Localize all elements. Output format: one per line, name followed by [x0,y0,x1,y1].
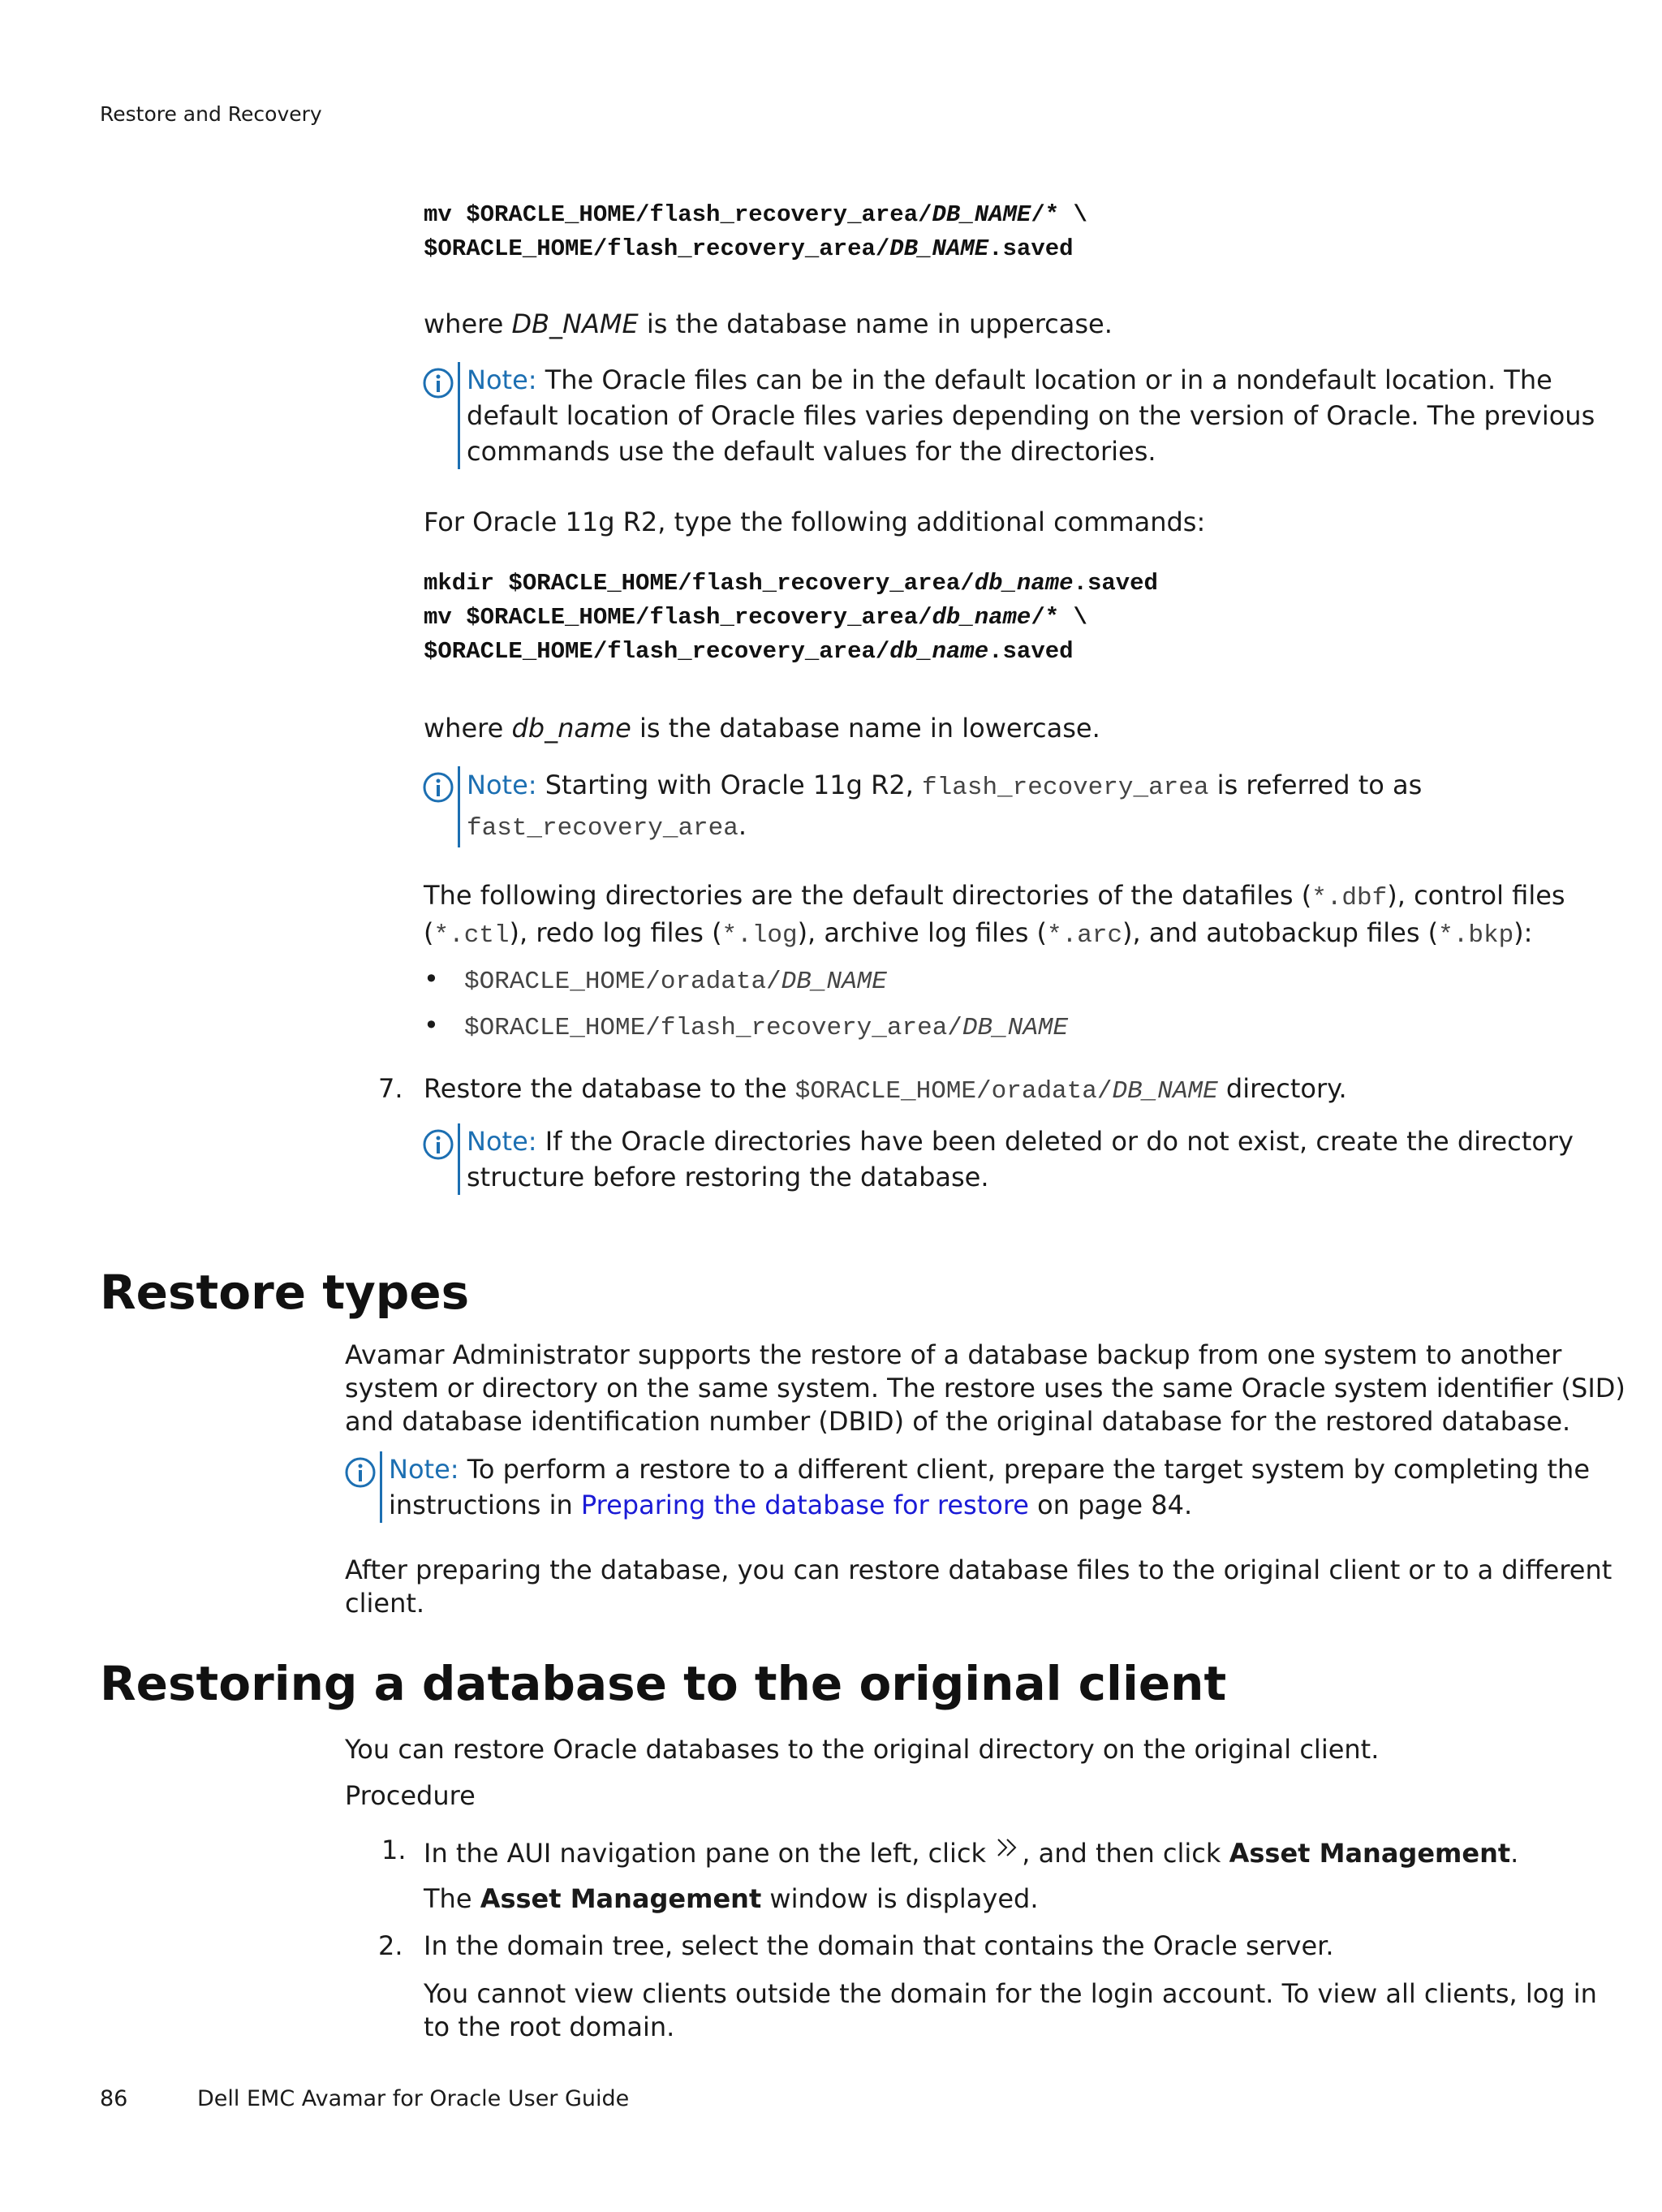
footer-title: Dell EMC Avamar for Oracle User Guide [197,2086,630,2111]
mono-text: *.arc [1047,921,1123,950]
text: ), archive log files ( [797,917,1048,948]
note-text: Starting with Oracle 11g R2, [536,770,923,800]
text-line: to the root domain. [424,2011,675,2042]
step-number: 1. [381,1835,407,1865]
text: In the AUI navigation pane on the left, click [424,1838,995,1869]
text-line: system or directory on the same system. The restore uses the same Oracle system identifier (SID) [345,1373,1625,1404]
code-var: DB_NAME [889,235,989,262]
code-text: .saved [988,235,1074,262]
var-text: db_name [511,713,631,744]
text-line: After preparing the database, you can restore database files to the original client or to a different [345,1554,1612,1585]
asset-management-label: Asset Management [480,1883,762,1914]
restore-types-paragraph [345,1339,1625,1438]
text: ), control files [1387,880,1565,911]
note-label: Note: [389,1454,459,1485]
mono-text: *.log [721,921,798,950]
code-block-11g [424,567,1158,669]
code-text: $ORACLE_HOME/flash_recovery_area/ [424,638,890,665]
text: The [424,1883,480,1914]
note-label: Note: [467,364,537,395]
code-line [424,232,1087,266]
text: ): [1513,917,1533,948]
code-var: db_name [974,570,1074,597]
note-text: structure before restoring the database. [467,1162,989,1192]
note-label: Note: [467,1126,537,1157]
step-number: 2. [378,1930,403,1961]
list-item [424,1008,1068,1046]
step-1-result [424,1882,1039,1917]
where-uppercase-text [424,307,1113,342]
procedure-heading: Procedure [345,1780,476,1811]
note-default-location [422,362,1595,469]
note-mono: fast_recovery_area [467,814,738,843]
note-text: default location of Oracle files varies depending on the version of Oracle. The previous [467,400,1595,431]
bullet-dot: • [424,964,439,994]
code-text: /* \ [1031,604,1087,631]
text: is the database name in lowercase. [631,713,1100,744]
note-text: . [738,810,747,841]
oracle-11g-intro: For Oracle 11g R2, type the following additional commands: [424,507,1206,537]
mono-var: DB_NAME [781,968,887,996]
note-text: To perform a restore to a different client, prepare the target system by completing the [459,1454,1590,1485]
text-line: and database identification number (DBID) of the original database for the restored database. [345,1406,1571,1437]
after-preparing-paragraph [345,1554,1612,1620]
asset-management-label: Asset Management [1229,1838,1511,1869]
restoring-intro: You can restore Oracle databases to the original directory on the original client. [345,1734,1380,1765]
code-block-move-uppercase [424,198,1087,266]
step-number: 7. [378,1073,403,1104]
section-heading-restore-types: Restore types [100,1265,470,1320]
text: where [424,308,512,339]
code-text: mv $ORACLE_HOME/flash_recovery_area/ [424,201,932,228]
where-lowercase-text [424,711,1100,746]
note-text: commands use the default values for the directories. [467,436,1156,467]
mono-text: $ORACLE_HOME/oradata/ [794,1077,1113,1106]
step-2-detail [424,1977,1597,2044]
code-line [424,601,1158,635]
code-text: mkdir $ORACLE_HOME/flash_recovery_area/ [424,570,975,597]
info-circle-icon [422,1128,454,1161]
note-text: on page 84. [1028,1490,1193,1520]
text: , and then click [1022,1838,1229,1869]
info-circle-icon [344,1456,377,1489]
note-text: If the Oracle directories have been deleted or do not exist, create the directory [536,1126,1574,1157]
mono-text: $ORACLE_HOME/flash_recovery_area/ [464,1014,962,1042]
text: ), and autobackup files ( [1122,917,1439,948]
default-directories-paragraph [424,878,1565,953]
list-item [424,962,887,999]
text-line: Avamar Administrator supports the restore of a database backup from one system to another [345,1339,1562,1370]
mono-var: DB_NAME [1112,1077,1218,1106]
note-body [458,362,1595,469]
text: Restore the database to the [424,1073,795,1104]
section-heading-restoring-original-client: Restoring a database to the original client [100,1656,1227,1711]
mono-var: DB_NAME [962,1014,1069,1042]
var-text: DB_NAME [511,308,639,339]
info-circle-icon [422,367,454,399]
code-text: .saved [1073,570,1158,597]
note-text: instructions in [389,1490,581,1520]
mono-text: *.bkp [1438,921,1514,950]
double-chevron-right-icon[interactable] [994,1836,1022,1864]
mono-text: *.ctl [433,921,510,950]
note-label: Note: [467,770,537,800]
info-circle-icon [422,771,454,804]
text: . [1510,1838,1519,1869]
code-var: db_name [889,638,989,665]
note-text: The Oracle files can be in the default location or in a nondefault location. The [536,364,1552,395]
code-text: .saved [988,638,1074,665]
text: directory. [1217,1073,1347,1104]
note-fast-recovery-area [422,766,1422,847]
text: where [424,713,512,744]
code-line [424,198,1087,232]
note-body [458,1123,1574,1195]
text: ), redo log files ( [509,917,722,948]
text: ( [424,917,434,948]
running-header: Restore and Recovery [100,102,322,126]
code-var: db_name [932,604,1031,631]
step-7-text [424,1072,1347,1109]
text: The following directories are the default directories of the datafiles ( [424,880,1312,911]
mono-text: $ORACLE_HOME/oradata/ [464,968,781,996]
text-line: client. [345,1588,425,1619]
code-var: DB_NAME [932,201,1031,228]
code-text: mv $ORACLE_HOME/flash_recovery_area/ [424,604,932,631]
page-number: 86 [100,2086,128,2111]
text: is the database name in uppercase. [638,308,1113,339]
note-text: is referred to as [1208,770,1423,800]
step-2-text: In the domain tree, select the domain that contains the Oracle server. [424,1930,1334,1961]
step-1-text [424,1836,1518,1871]
code-line [424,567,1158,601]
text: window is displayed. [761,1883,1039,1914]
code-text: $ORACLE_HOME/flash_recovery_area/ [424,235,890,262]
note-directories-deleted [422,1123,1574,1195]
note-different-client [344,1451,1590,1523]
code-line [424,635,1158,669]
text-line: You cannot view clients outside the domain for the login account. To view all clients, log in [424,1978,1597,2009]
mono-text: *.dbf [1311,884,1388,912]
preparing-database-link[interactable]: Preparing the database for restore [580,1490,1029,1520]
note-body [458,766,1422,847]
note-mono: flash_recovery_area [922,774,1209,802]
code-text: /* \ [1031,201,1087,228]
note-body [380,1451,1590,1523]
bullet-dot: • [424,1010,439,1041]
